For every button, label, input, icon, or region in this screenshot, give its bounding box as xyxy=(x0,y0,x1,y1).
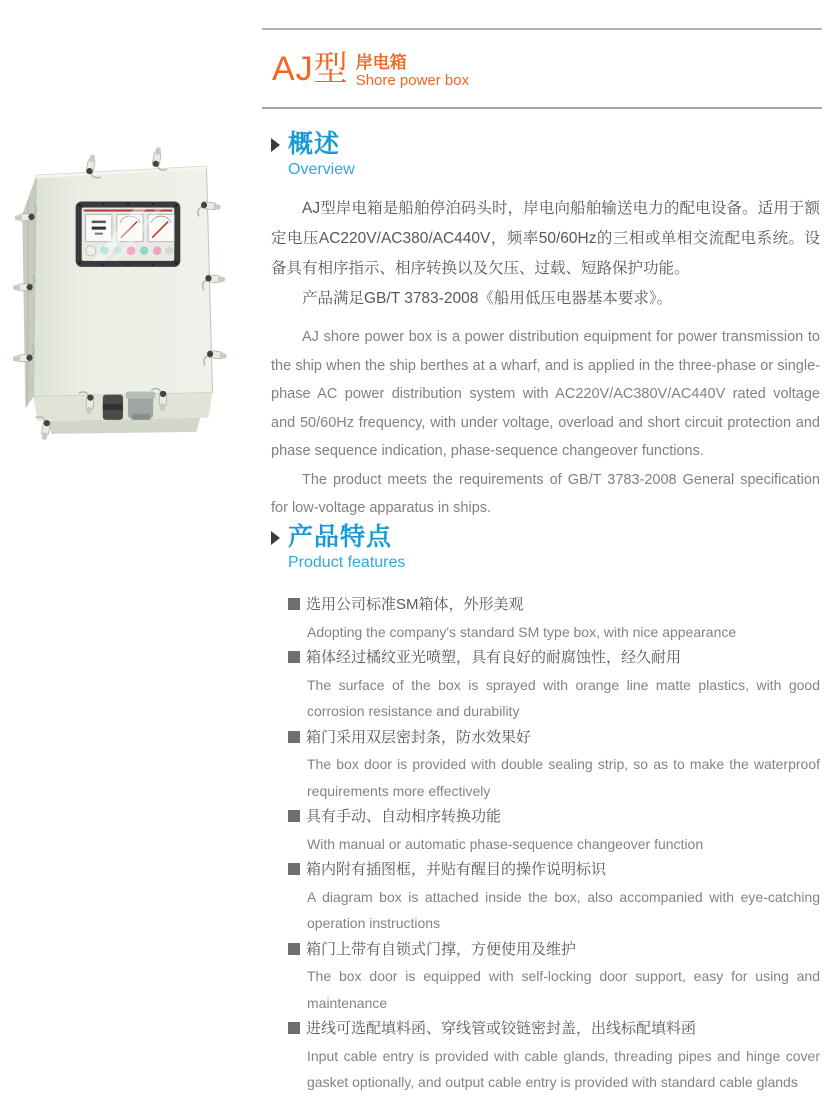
features-section xyxy=(271,524,820,1096)
feature-bullet-icon xyxy=(288,863,300,875)
feature-item xyxy=(288,857,820,937)
overview-heading xyxy=(271,131,820,179)
product-name-group xyxy=(356,53,469,89)
feature-item xyxy=(288,645,820,725)
shore-power-box-illustration xyxy=(6,128,258,450)
feature-item xyxy=(288,725,820,805)
overview-section xyxy=(271,131,820,523)
features-title-zh: 产品特点 xyxy=(288,523,393,551)
feature-bullet-icon xyxy=(288,810,300,822)
feature-text-zh: 具有手动、自动相序转换功能 xyxy=(306,808,502,825)
features-heading xyxy=(271,524,820,572)
feature-text-zh: 箱内附有插图框，并贴有醒目的操作说明标识 xyxy=(306,861,607,878)
divider-line-top xyxy=(262,28,822,30)
model-name: AJ型 xyxy=(272,50,349,88)
feature-text-en: Input cable entry is provided with cable glands, threading pipes and hinge cover gasket optionally, and output cable entry is provided with standard cable glands xyxy=(307,1047,820,1090)
overview-title-zh: 概述 xyxy=(288,130,341,158)
overview-zh-paragraph: AJ型岸电箱是船舶停泊码头时，岸电向船舶输送电力的配电设备。适用于额定电压AC220V/AC380/AC440V，频率50/60Hz的三相或单相交流配电系统。设备具有相序指示、相序转换以及欠压、过载、短路保护功能。 xyxy=(271,200,820,277)
page-title xyxy=(272,50,470,89)
feature-text-zh: 箱门采用双层密封条，防水效果好 xyxy=(306,728,532,746)
feature-text-en: Adopting the company's standard SM type box, with nice appearance xyxy=(307,623,737,640)
feature-text-zh: 进线可选配填料函、穿线管或铰链密封盖，出线标配填料函 xyxy=(306,1020,697,1037)
feature-item xyxy=(288,1016,820,1096)
feature-bullet-icon xyxy=(288,1022,300,1034)
overview-paragraphs-zh xyxy=(271,194,820,314)
features-heading-text xyxy=(288,524,405,572)
feature-text-en: The box door is equipped with self-locking door support, easy for using and maintenance xyxy=(307,968,820,1011)
overview-zh-paragraph: 产品满足GB/T 3783-2008《船用低压电器基本要求》。 xyxy=(302,290,673,307)
feature-item xyxy=(288,804,820,857)
overview-title-en: Overview xyxy=(288,161,355,178)
overview-en-paragraph: AJ shore power box is a power distribution equipment for power transmission to the ship when the ship berthes at a wharf, and is applied in the three-phase or single-phase AC power distribution system with AC220V/AC380V/AC440V rated voltage and 50/60Hz frequency, with under voltage, overload and short circuit protection and phase sequence indication, phase-sequence changeover functions. xyxy=(271,329,820,459)
section-marker-icon xyxy=(271,531,280,545)
overview-paragraphs-en xyxy=(271,323,820,523)
feature-bullet-icon xyxy=(288,731,300,743)
feature-text-zh: 箱门上带有自锁式门撑，方便使用及维护 xyxy=(306,940,577,958)
feature-list xyxy=(288,592,820,1096)
feature-text-en: The box door is provided with double sealing strip, so as to make the waterproof requirements more effectively xyxy=(307,756,820,799)
feature-text-en: With manual or automatic phase-sequence changeover function xyxy=(307,835,704,852)
divider-line-bottom xyxy=(262,107,822,109)
feature-text-en: The surface of the box is sprayed with orange line matte plastics, with good corrosion resistance and durability xyxy=(307,676,820,719)
feature-item xyxy=(288,592,820,645)
section-marker-icon xyxy=(271,138,280,152)
feature-text-en: A diagram box is attached inside the box, also accompanied with eye-catching operation instructions xyxy=(307,888,820,931)
feature-bullet-icon xyxy=(288,598,300,610)
overview-heading-text xyxy=(288,131,355,179)
feature-bullet-icon xyxy=(288,943,300,955)
feature-bullet-icon xyxy=(288,651,300,663)
feature-item xyxy=(288,937,820,1017)
product-name-zh: 岸电箱 xyxy=(355,53,407,72)
features-title-en: Product features xyxy=(288,554,406,571)
feature-text-zh: 箱体经过橘纹亚光喷塑，具有良好的耐腐蚀性，经久耐用 xyxy=(306,649,682,666)
feature-text-zh: 选用公司标准SM箱体，外形美观 xyxy=(306,596,524,613)
product-name-en: Shore power box xyxy=(355,72,470,89)
overview-en-paragraph: The product meets the requirements of GB/T 3783-2008 General specification for low-voltage apparatus in ships. xyxy=(271,471,820,516)
product-photo xyxy=(6,128,258,450)
